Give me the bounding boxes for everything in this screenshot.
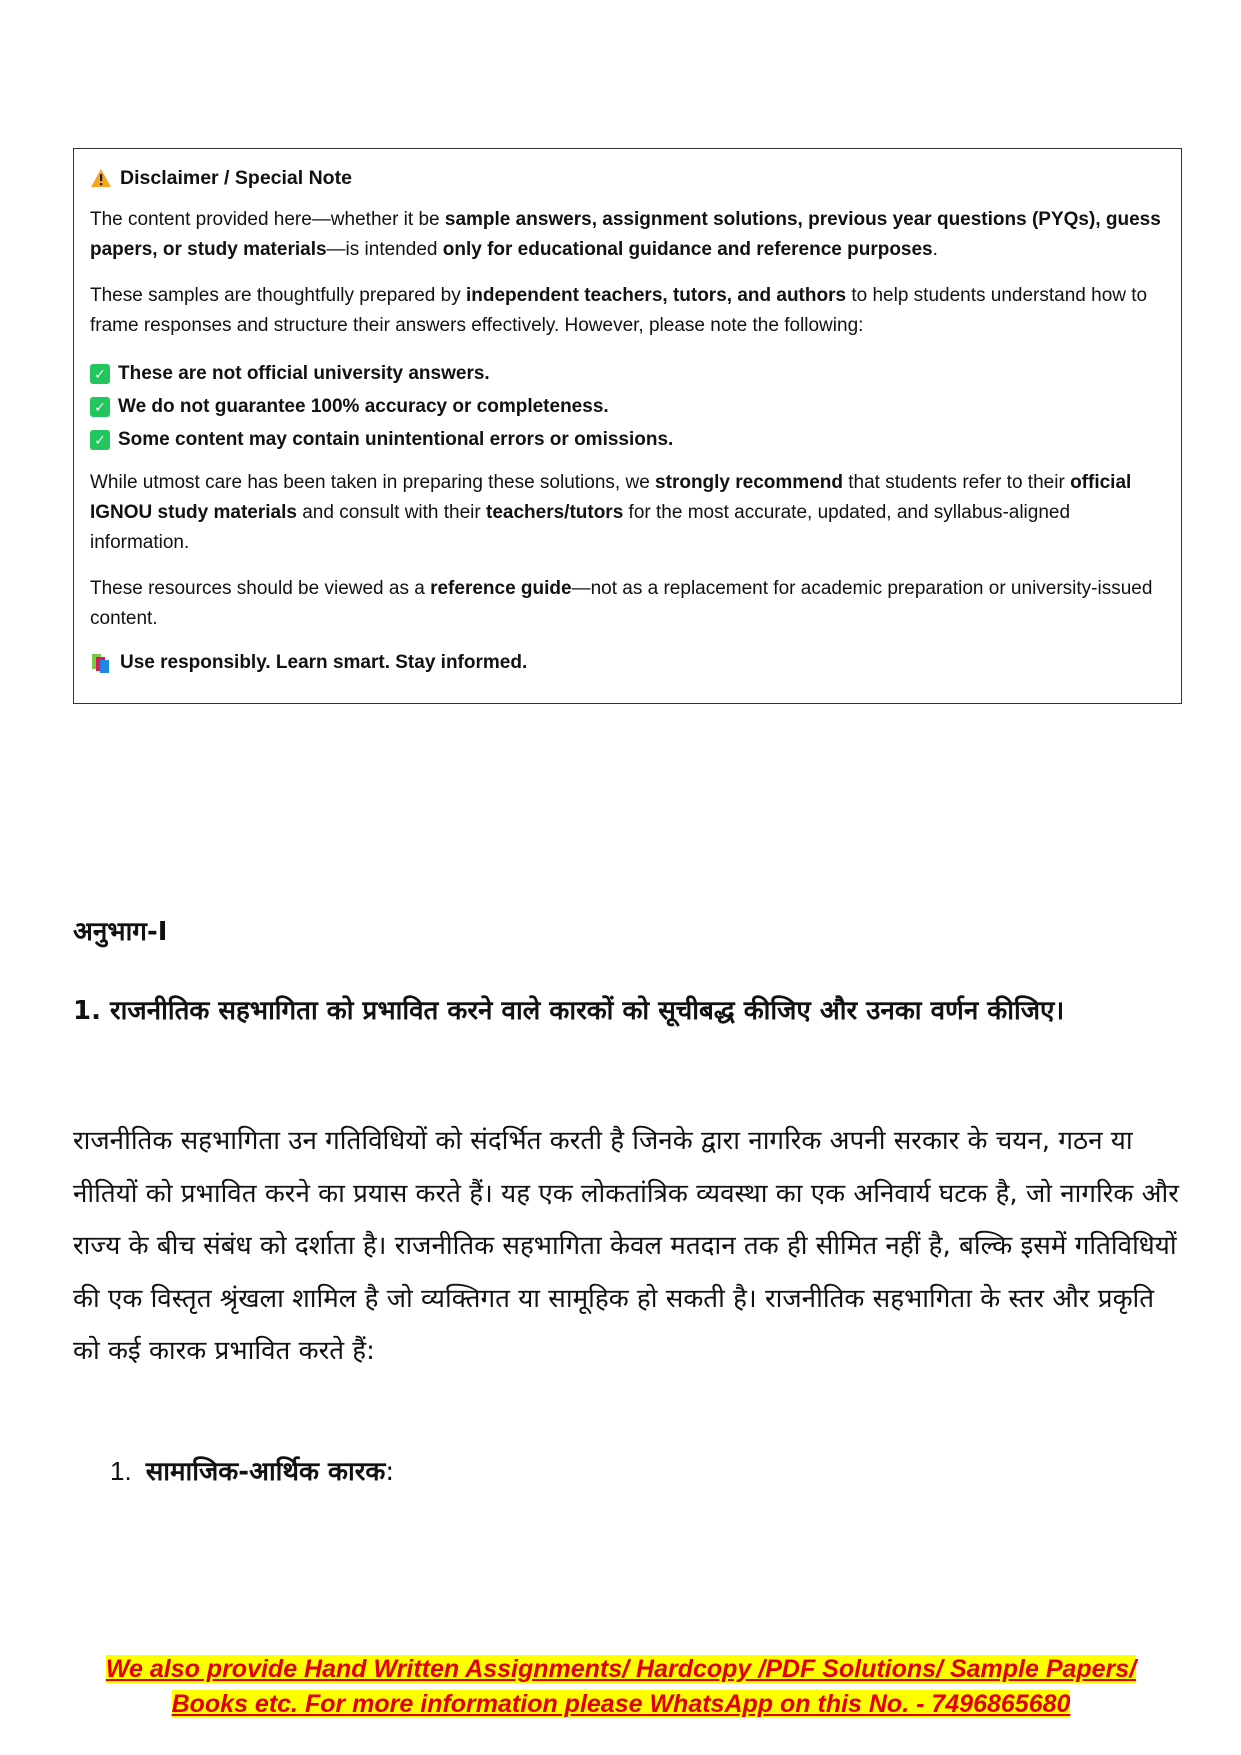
disclaimer-paragraph-3 [90, 468, 1165, 558]
bold-text: independent teachers, tutors, and authors [466, 285, 847, 306]
bold-text: reference guide [430, 578, 572, 599]
bold-text: official IGNOU study materials [90, 472, 1132, 523]
checklist-text: We do not guarantee 100% accuracy or completeness. [118, 395, 609, 417]
disclaimer-closing [90, 648, 1165, 678]
question-heading: 1. राजनीतिक सहभागिता को प्रभावित करने वाले कारकों को सूचीबद्ध कीजिए और उनका वर्णन कीजिए। [73, 996, 1065, 1026]
list-label: सामाजिक-आर्थिक कारक [145, 1457, 386, 1487]
disclaimer-checklist [90, 357, 1165, 456]
disclaimer-paragraph-1 [90, 205, 1165, 265]
text: —is intended [326, 239, 443, 260]
bold-text: only for educational guidance and reference purposes [442, 239, 933, 260]
answer-paragraph: राजनीतिक सहभागिता उन गतिविधियों को संदर्भित करती है जिनके द्वारा नागरिक अपनी सरकार के चयन, गठन या नीतियों को प्रभावित करने का प्रयास करते हैं। यह एक लोकतांत्रिक व्यवस्था का एक अनिवार्य घटक है, जो नागरिक और राज्य के बीच संबंध को दर्शाता है। राजनीतिक सहभागिता केवल मतदान तक ही सीमित नहीं है, बल्कि इसमें गतिविधियों की एक विस्तृत श्रृंखला शामिल है जो व्यक्तिगत या सामूहिक हो सकती है। राजनीतिक सहभागिता के स्तर और प्रकृति को कई कारक प्रभावित करते हैं: [73, 1126, 1179, 1366]
list-number: 1. [110, 1456, 132, 1486]
text: . [932, 239, 938, 260]
text: for the most accurate, updated, and syllabus-aligned information. [90, 502, 1071, 553]
check-icon: ✓ [90, 430, 110, 450]
text: These resources should be viewed as a [90, 578, 431, 599]
checklist-text: These are not official university answers. [118, 362, 490, 384]
warning-icon [90, 168, 112, 188]
list-suffix: : [385, 1457, 395, 1487]
text: These samples are thoughtfully prepared by [90, 285, 466, 306]
checklist-item [90, 423, 1165, 456]
text: and consult with their [296, 502, 486, 523]
promo-line-2: Books etc. For more information please WhatsApp on this No. - 7496865680 [171, 1690, 1071, 1718]
bold-text: strongly recommend [655, 472, 843, 493]
text: While utmost care has been taken in preparing these solutions, we [90, 472, 656, 493]
checklist-text: Some content may contain unintentional errors or omissions. [118, 428, 674, 450]
text: that students refer to their [842, 472, 1071, 493]
text: The content provided here—whether it be [90, 209, 445, 230]
closing-text: Use responsibly. Learn smart. Stay informed. [120, 652, 528, 673]
disclaimer-paragraph-2 [90, 281, 1165, 341]
books-icon [90, 652, 112, 674]
section-label: अनुभाग-I [73, 917, 168, 947]
disclaimer-title-text: Disclaimer / Special Note [120, 167, 352, 189]
list-item [110, 1452, 1220, 1488]
check-icon: ✓ [90, 364, 110, 384]
promo-banner [90, 1652, 1152, 1722]
promo-line-1: We also provide Hand Written Assignments/ Hardcopy /PDF Solutions/ Sample Papers/ [105, 1655, 1137, 1683]
disclaimer-paragraph-4 [90, 574, 1165, 634]
check-icon: ✓ [90, 397, 110, 417]
bold-text: teachers/tutors [486, 502, 624, 523]
text: —not as a replacement for academic preparation or university-issued content. [90, 578, 1153, 629]
disclaimer-box [73, 148, 1182, 704]
checklist-item [90, 390, 1165, 423]
bold-text: sample answers, assignment solutions, previous year questions (PYQs), guess papers, or study materials [90, 209, 1161, 260]
disclaimer-title [90, 163, 1165, 193]
checklist-item [90, 357, 1165, 390]
text: to help students understand how to frame responses and structure their answers effectively. However, please note the following: [90, 285, 1148, 336]
